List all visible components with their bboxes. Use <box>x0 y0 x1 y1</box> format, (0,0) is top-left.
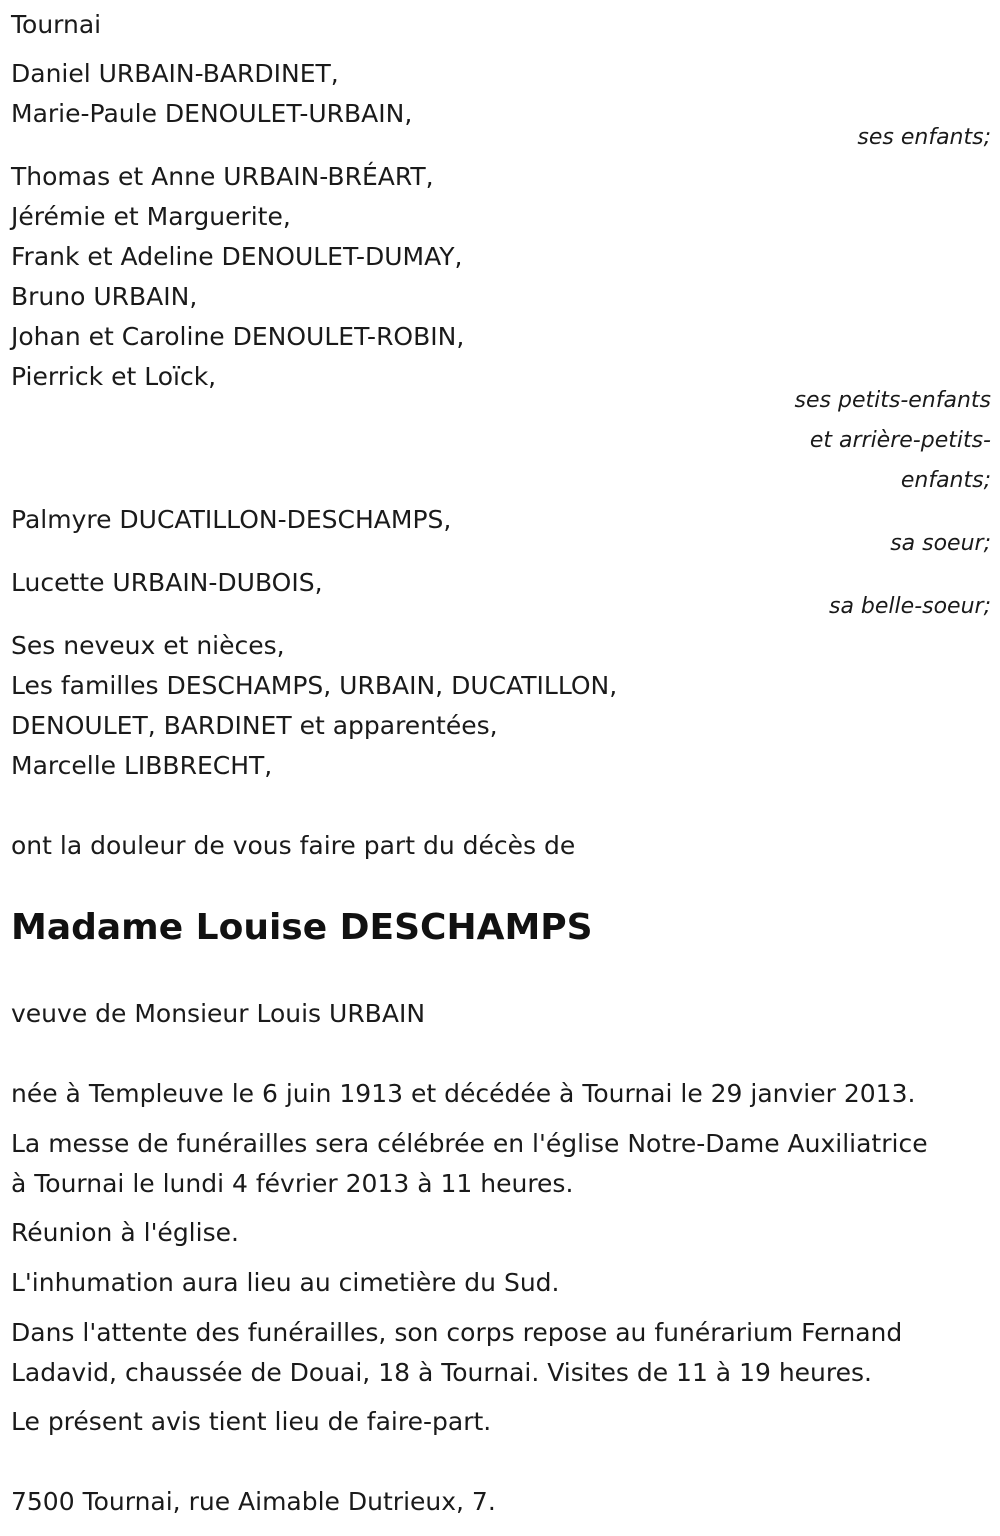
family-name: Ses neveux et nièces, <box>11 631 285 660</box>
family-name: Palmyre DUCATILLON-DESCHAMPS, <box>11 505 452 534</box>
family-name: Thomas et Anne URBAIN-BRÉART, <box>11 162 434 191</box>
relation-label: ses enfants; <box>857 125 991 150</box>
place-heading: Tournai <box>11 10 102 39</box>
relation-label: enfants; <box>900 468 991 493</box>
family-name: Marcelle LIBBRECHT, <box>11 751 273 780</box>
burial-text: L'inhumation aura lieu au cimetière du Sud. <box>11 1268 560 1297</box>
relation-label: et arrière-petits- <box>809 428 991 453</box>
family-name: Marie-Paule DENOULET-URBAIN, <box>11 99 413 128</box>
relation-label: sa belle-soeur; <box>829 594 991 619</box>
family-name: Lucette URBAIN-DUBOIS, <box>11 568 323 597</box>
family-name: Jérémie et Marguerite, <box>11 202 291 231</box>
family-name: Bruno URBAIN, <box>11 282 198 311</box>
funerarium-text: Dans l'attente des funérailles, son corps repose au funérarium Fernand <box>11 1318 903 1347</box>
family-name: Les familles DESCHAMPS, URBAIN, DUCATILLON, <box>11 671 618 700</box>
mass-text: La messe de funérailles sera célébrée en l'église Notre-Dame Auxiliatrice <box>11 1129 928 1158</box>
family-name: Daniel URBAIN-BARDINET, <box>11 59 339 88</box>
family-name: DENOULET, BARDINET et apparentées, <box>11 711 498 740</box>
family-name: Frank et Adeline DENOULET-DUMAY, <box>11 242 463 271</box>
meeting-text: Réunion à l'église. <box>11 1218 239 1247</box>
deceased-name: Madame Louise DESCHAMPS <box>11 907 593 948</box>
funerarium-text: Ladavid, chaussée de Douai, 18 à Tournai. Visites de 11 à 19 heures. <box>11 1358 872 1387</box>
birth-death-text: née à Templeuve le 6 juin 1913 et décédée à Tournai le 29 janvier 2013. <box>11 1079 916 1108</box>
widow-of-text: veuve de Monsieur Louis URBAIN <box>11 999 426 1028</box>
notice-text: Le présent avis tient lieu de faire-part. <box>11 1407 492 1436</box>
relation-label: sa soeur; <box>890 531 991 556</box>
mass-text: à Tournai le lundi 4 février 2013 à 11 heures. <box>11 1169 574 1198</box>
announcement-text: ont la douleur de vous faire part du décès de <box>11 831 576 860</box>
family-name: Pierrick et Loïck, <box>11 362 217 391</box>
address-text: 7500 Tournai, rue Aimable Dutrieux, 7. <box>11 1487 496 1516</box>
family-name: Johan et Caroline DENOULET-ROBIN, <box>11 322 465 351</box>
relation-label: ses petits-enfants <box>794 388 991 413</box>
